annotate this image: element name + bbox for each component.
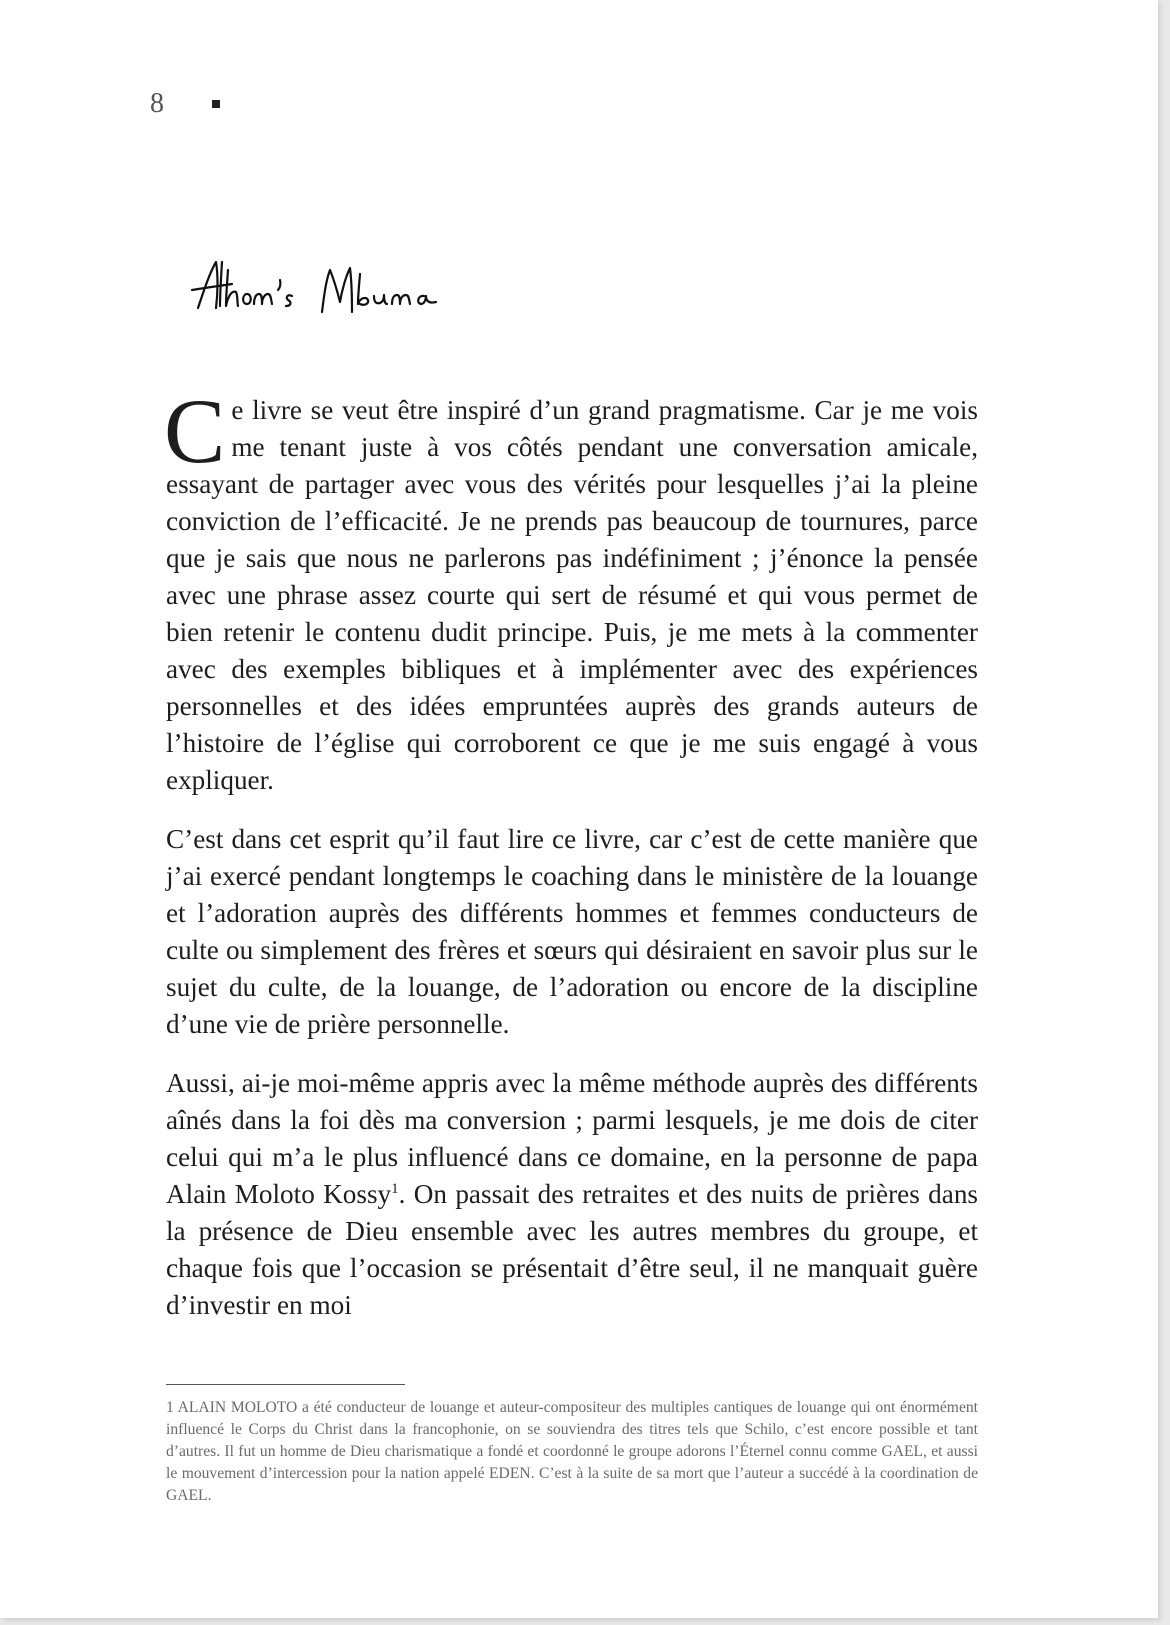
square-bullet-icon [212,100,220,108]
signature-drawing [190,250,450,330]
footnote-separator [166,1384,405,1385]
handwritten-signature [190,250,450,330]
page-header [150,84,220,124]
footnote-reference: 1 [391,1180,399,1197]
drop-cap: C [164,380,226,482]
paragraph-3-text-end: . On passait des retraites et des nuits de prières dans la présence de Dieu ensemble avec les autres membres du groupe, et chaque fois que l’occasion se présentait d’être seul, il ne manquait guère d’investir en moi [166,1179,978,1320]
paragraph-3 [166,1065,978,1324]
main-text [164,380,978,1346]
page-number: 8 [150,88,164,119]
paragraph-2: C’est dans cet esprit qu’il faut lire ce livre, car c’est de cette manière que j’ai exercé pendant longtemps le coaching dans le ministère de la louange et l’adoration auprès des différents hommes et femmes conducteurs de culte ou simplement des frères et sœurs qui désiraient en savoir plus sur le sujet du culte, de la louange, de l’adoration ou encore de la discipline d’une vie de prière personnelle. [166,824,978,1039]
paragraph-1 [164,380,978,799]
paragraph-1-text: e livre se veut être inspiré d’un grand pragmatisme. Car je me vois me tenant juste à vos côtés pendant une conversation amicale, essayant de partager avec vous des vérités pour lesquelles j’ai la pleine conviction de l’efficacité. Je ne prends pas beaucoup de tournures, parce que je sais que nous ne parlerons pas indéfiniment ; j’énonce la pensée avec une phrase assez courte qui sert de résumé et qui vous permet de bien retenir le contenu dudit principe. Puis, je me mets à la commenter avec des exemples bibliques et à implémenter avec des expériences personnelles et des idées empruntées auprès des grands auteurs de l’histoire de l’église qui corroborent ce que je me suis engagé à vous expliquer. [166,395,978,795]
paragraph-3-text-start: Aussi, ai-je moi-même appris avec la même méthode auprès des différents aînés dans la foi dès ma conversion ; parmi lesquels, je me dois de citer celui qui m’a le plus influencé dans ce domaine, en la personne de papa Alain Moloto Kossy [166,1068,978,1209]
footnote: 1 ALAIN MOLOTO a été conducteur de louange et auteur-compositeur des multiples cantiques de louange qui ont énormément influencé le Corps du Christ dans la francophonie, on se souviendra des titres tels que Schilo, c’est encore possible et tant d’autres. Il fut un homme de Dieu charismatique a fondé et coordonné le groupe adorons l’Éternel connu comme GAEL, et aussi le mouvement d’intercession pour la nation appelé EDEN. C’est à la suite de sa mort que l’auteur a succédé à la coordination de GAEL. [166,1399,978,1504]
